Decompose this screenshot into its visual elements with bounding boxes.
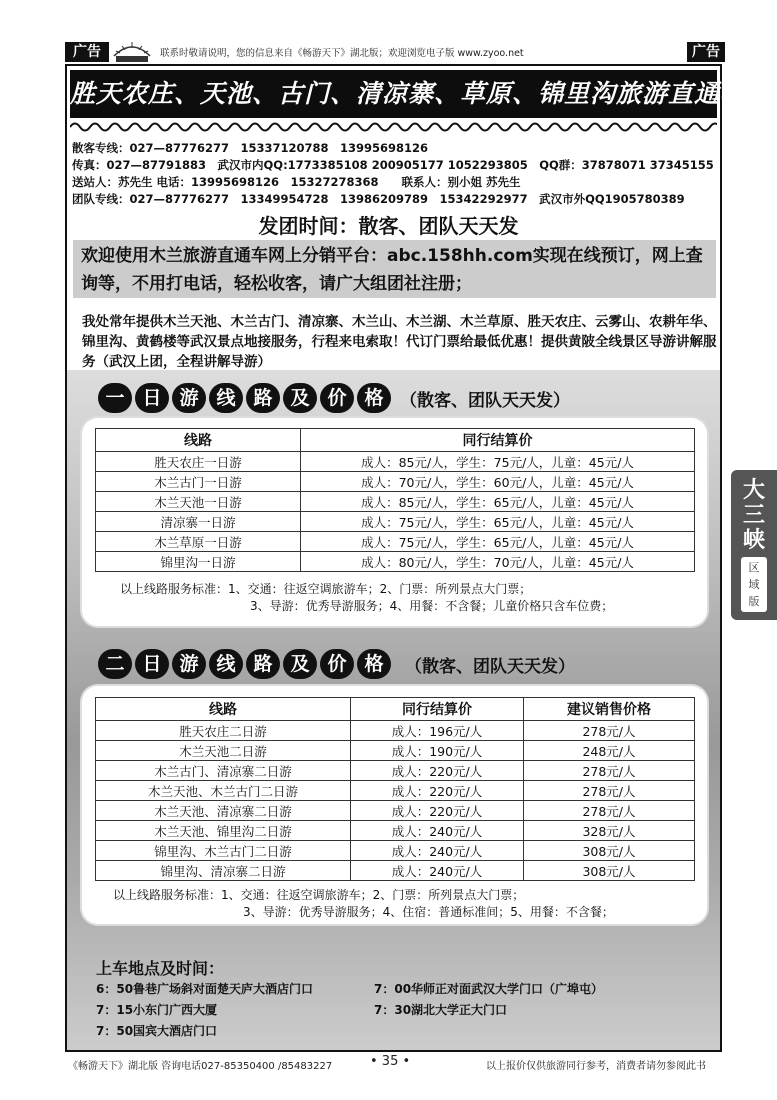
pickup-item: 7：15小东门广西大厦 <box>96 1003 218 1017</box>
price-cell: 成人：220元/人 <box>351 781 524 801</box>
price-cell: 成人：75元/人，学生：65元/人，儿童：45元/人 <box>301 512 695 532</box>
two-day-table <box>95 697 695 881</box>
side-char: 峡 <box>742 527 765 553</box>
column-header: 同行结算价 <box>301 429 695 452</box>
retail-cell: 278元/人 <box>524 761 695 781</box>
title-char: 游 <box>172 383 206 413</box>
table-row <box>96 472 695 492</box>
pickup-item: 7：00华师正对面武汉大学门口（广埠屯） <box>374 982 604 996</box>
title-char: 线 <box>209 649 243 679</box>
title-char: 二 <box>98 649 132 679</box>
side-tab-title <box>731 470 777 553</box>
route-cell: 木兰天池、锦里沟二日游 <box>96 821 351 841</box>
pickup-item: 6：50鲁巷广场斜对面楚天庐大酒店门口 <box>96 982 314 996</box>
route-cell: 木兰古门一日游 <box>96 472 301 492</box>
table-header-row <box>96 698 695 721</box>
ad-tag-left: 广告 <box>65 42 109 62</box>
price-cell: 成人：190元/人 <box>351 741 524 761</box>
price-cell: 成人：240元/人 <box>351 821 524 841</box>
title-char: 路 <box>246 649 280 679</box>
table-row <box>96 532 695 552</box>
title-char: 及 <box>283 383 317 413</box>
footer-right: 以上报价仅供旅游同行参考，消费者请勿参阅此书 <box>486 1061 706 1072</box>
two-day-service-note: 以上线路服务标准：1、交通：往返空调旅游车；2、门票：所列景点大门票； <box>113 888 525 902</box>
pickup-title: 上车地点及时间： <box>96 959 225 978</box>
pickup-item: 7：50国宾大酒店门口 <box>96 1024 218 1038</box>
footer-left: 《畅游天下》湖北版 咨询电话027-85350400 /85483227 <box>68 1061 333 1072</box>
contact-line: 送站人：苏先生 电话：13995698126 15327278368 联系人：别小姐 苏先生 <box>72 175 521 189</box>
column-header: 线路 <box>96 429 301 452</box>
online-platform-promo: 欢迎使用木兰旅游直通车网上分销平台：abc.158hh.com实现在线预订，网上查询等，不用打电话，轻松收客，请广大组团社注册； <box>73 240 716 298</box>
retail-cell: 308元/人 <box>524 861 695 881</box>
table-row <box>96 512 695 532</box>
retail-cell: 328元/人 <box>524 821 695 841</box>
title-char: 格 <box>357 649 391 679</box>
title-char: 价 <box>320 383 354 413</box>
two-day-service-note: 3、导游：优秀导游服务；4、住宿：普通标准间；5、用餐：不含餐； <box>243 905 614 919</box>
retail-cell: 278元/人 <box>524 721 695 741</box>
region-side-tab <box>731 470 777 620</box>
table-row <box>96 552 695 572</box>
retail-cell: 278元/人 <box>524 801 695 821</box>
title-char: 日 <box>135 383 169 413</box>
price-cell: 成人：75元/人，学生：65元/人，儿童：45元/人 <box>301 532 695 552</box>
route-cell: 木兰天池二日游 <box>96 741 351 761</box>
two-day-title <box>98 648 394 680</box>
title-char: 日 <box>135 649 169 679</box>
table-row <box>96 741 695 761</box>
table-row <box>96 721 695 741</box>
title-char: 线 <box>209 383 243 413</box>
contact-line: 团队专线：027—87776277 13349954728 13986209789 15342292977 武汉市外QQ1905780389 <box>72 192 685 206</box>
side-char: 域 <box>748 578 760 591</box>
header-notice: 联系时敬请说明，您的信息来自《畅游天下》湖北版；欢迎浏览电子版 www.zyoo.net <box>160 48 524 59</box>
price-cell: 成人：80元/人，学生：70元/人，儿童：45元/人 <box>301 552 695 572</box>
title-char: 价 <box>320 649 354 679</box>
one-day-subtitle: （散客、团队天天发） <box>400 391 570 411</box>
table-row <box>96 861 695 881</box>
table-row <box>96 492 695 512</box>
page-number: • 35 • <box>370 1054 411 1069</box>
side-char: 区 <box>748 561 760 574</box>
price-cell: 成人：220元/人 <box>351 761 524 781</box>
table-row <box>96 801 695 821</box>
price-cell: 成人：220元/人 <box>351 801 524 821</box>
one-day-service-note: 3、导游：优秀导游服务；4、用餐：不含餐；儿童价格只含车位费； <box>250 599 614 613</box>
side-tab-subtitle <box>741 557 767 612</box>
route-cell: 锦里沟一日游 <box>96 552 301 572</box>
service-intro: 我处常年提供木兰天池、木兰古门、清凉寨、木兰山、木兰湖、木兰草原、胜天农庄、云雾山、农耕年华、锦里沟、黄鹤楼等武汉景点地接服务，行程来电索取！代订门票给最低优惠！提供黄陂全线景区导游讲解服务（武汉上团，全程讲解导游） <box>82 314 717 370</box>
title-char: 游 <box>172 649 206 679</box>
price-cell: 成人：70元/人，学生：60元/人，儿童：45元/人 <box>301 472 695 492</box>
column-header: 同行结算价 <box>351 698 524 721</box>
table-row <box>96 761 695 781</box>
side-char: 三 <box>742 502 765 528</box>
route-cell: 胜天农庄一日游 <box>96 452 301 472</box>
route-cell: 胜天农庄二日游 <box>96 721 351 741</box>
price-cell: 成人：240元/人 <box>351 861 524 881</box>
side-char: 大 <box>742 477 765 503</box>
side-char: 版 <box>748 595 760 608</box>
decorative-wave-border <box>70 120 717 134</box>
title-char: 路 <box>246 383 280 413</box>
departure-slogan: 发团时间：散客、团队天天发 <box>258 214 519 238</box>
route-cell: 木兰天池、木兰古门二日游 <box>96 781 351 801</box>
price-cell: 成人：240元/人 <box>351 841 524 861</box>
contact-line: 传真：027—87791883 武汉市内QQ:1773385108 200905177 1052293805 QQ群：37878071 37345155 <box>72 158 714 172</box>
one-day-service-note: 以上线路服务标准：1、交通：往返空调旅游车；2、门票：所列景点大门票； <box>120 582 532 596</box>
route-cell: 木兰天池一日游 <box>96 492 301 512</box>
title-char: 及 <box>283 649 317 679</box>
route-banner: 胜天农庄、天池、古门、清凉寨、草原、锦里沟旅游直通车 <box>70 70 717 118</box>
route-cell: 锦里沟、木兰古门二日游 <box>96 841 351 861</box>
table-row <box>96 841 695 861</box>
column-header: 线路 <box>96 698 351 721</box>
ad-tag-right: 广告 <box>687 42 725 62</box>
table-header-row <box>96 429 695 452</box>
contact-line: 散客专线：027—87776277 15337120788 13995698126 <box>72 141 429 155</box>
retail-cell: 278元/人 <box>524 781 695 801</box>
table-row <box>96 452 695 472</box>
table-row <box>96 781 695 801</box>
route-cell: 木兰天池、清凉寨二日游 <box>96 801 351 821</box>
price-cell: 成人：196元/人 <box>351 721 524 741</box>
retail-cell: 248元/人 <box>524 741 695 761</box>
magazine-logo-icon <box>110 40 154 64</box>
route-cell: 清凉寨一日游 <box>96 512 301 532</box>
route-cell: 锦里沟、清凉寨二日游 <box>96 861 351 881</box>
retail-cell: 308元/人 <box>524 841 695 861</box>
table-row <box>96 821 695 841</box>
column-header: 建议销售价格 <box>524 698 695 721</box>
title-char: 格 <box>357 383 391 413</box>
route-cell: 木兰古门、清凉寨二日游 <box>96 761 351 781</box>
price-cell: 成人：85元/人，学生：65元/人，儿童：45元/人 <box>301 492 695 512</box>
two-day-subtitle: （散客、团队天天发） <box>405 657 575 677</box>
title-char: 一 <box>98 383 132 413</box>
one-day-table <box>95 428 695 572</box>
one-day-title <box>98 382 394 414</box>
route-cell: 木兰草原一日游 <box>96 532 301 552</box>
pickup-item: 7：30湖北大学正大门口 <box>374 1003 508 1017</box>
price-cell: 成人：85元/人，学生：75元/人，儿童：45元/人 <box>301 452 695 472</box>
